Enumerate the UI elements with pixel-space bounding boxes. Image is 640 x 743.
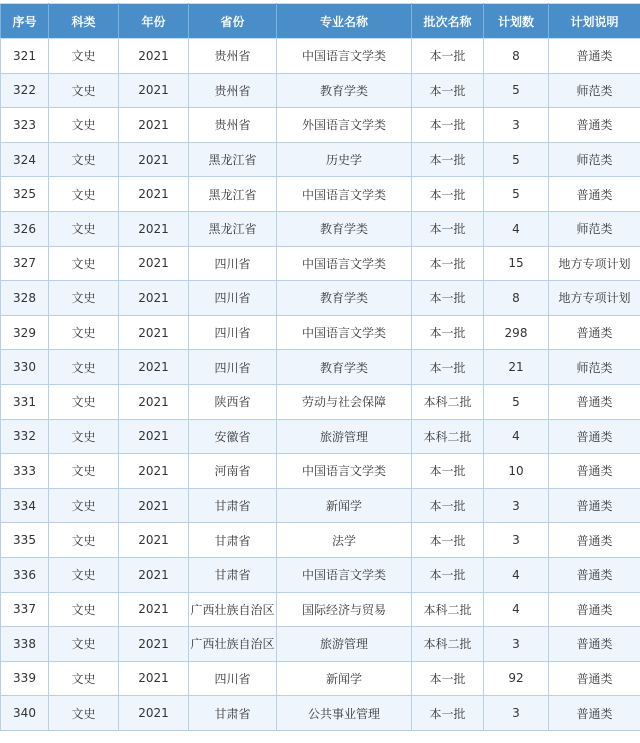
cell-major-name: 旅游管理 [277,419,412,454]
cell-province: 陕西省 [189,384,277,419]
table-row [1,488,640,523]
table-row [1,523,640,558]
cell-province: 河南省 [189,454,277,489]
cell-major-name: 旅游管理 [277,627,412,662]
cell-province: 四川省 [189,281,277,316]
cell-batch-name: 本一批 [412,281,484,316]
table-header [1,4,640,39]
cell-year: 2021 [119,246,189,281]
cell-seq-no: 338 [1,627,49,662]
cell-batch-name: 本一批 [412,696,484,731]
column-header-seq-no: 序号 [1,4,49,39]
cell-major-name: 中国语言文学类 [277,315,412,350]
column-header-subject-category: 科类 [49,4,119,39]
cell-subject-category: 文史 [49,108,119,143]
cell-plan-count: 298 [484,315,549,350]
cell-year: 2021 [119,39,189,74]
cell-seq-no: 340 [1,696,49,731]
cell-subject-category: 文史 [49,696,119,731]
cell-plan-count: 4 [484,419,549,454]
cell-subject-category: 文史 [49,557,119,592]
cell-subject-category: 文史 [49,73,119,108]
cell-plan-count: 8 [484,39,549,74]
page [0,3,640,743]
cell-plan-note: 普通类 [549,488,640,523]
cell-plan-note: 普通类 [549,454,640,489]
cell-major-name: 教育学类 [277,281,412,316]
cell-plan-count: 5 [484,177,549,212]
cell-plan-note: 普通类 [549,315,640,350]
cell-plan-note: 普通类 [549,557,640,592]
cell-plan-note: 师范类 [549,73,640,108]
cell-year: 2021 [119,419,189,454]
cell-plan-note: 普通类 [549,39,640,74]
cell-year: 2021 [119,281,189,316]
cell-subject-category: 文史 [49,419,119,454]
cell-year: 2021 [119,73,189,108]
table-row [1,419,640,454]
table-row [1,350,640,385]
cell-plan-count: 92 [484,661,549,696]
cell-major-name: 新闻学 [277,488,412,523]
column-header-batch-name: 批次名称 [412,4,484,39]
table-row [1,315,640,350]
cell-province: 安徽省 [189,419,277,454]
cell-subject-category: 文史 [49,39,119,74]
cell-seq-no: 334 [1,488,49,523]
cell-plan-note: 普通类 [549,661,640,696]
cell-province: 黑龙江省 [189,177,277,212]
cell-batch-name: 本一批 [412,350,484,385]
cell-batch-name: 本一批 [412,488,484,523]
cell-province: 黑龙江省 [189,211,277,246]
cell-province: 贵州省 [189,39,277,74]
cell-subject-category: 文史 [49,315,119,350]
cell-major-name: 公共事业管理 [277,696,412,731]
cell-subject-category: 文史 [49,523,119,558]
cell-batch-name: 本一批 [412,108,484,143]
cell-province: 黑龙江省 [189,142,277,177]
cell-seq-no: 339 [1,661,49,696]
table-row [1,177,640,212]
cell-seq-no: 333 [1,454,49,489]
cell-subject-category: 文史 [49,211,119,246]
cell-seq-no: 328 [1,281,49,316]
cell-major-name: 教育学类 [277,73,412,108]
table-row [1,454,640,489]
cell-plan-count: 3 [484,696,549,731]
table-row [1,142,640,177]
cell-year: 2021 [119,696,189,731]
cell-subject-category: 文史 [49,627,119,662]
cell-province: 甘肃省 [189,488,277,523]
cell-plan-count: 3 [484,488,549,523]
cell-batch-name: 本一批 [412,211,484,246]
cell-seq-no: 330 [1,350,49,385]
column-header-plan-note: 计划说明 [549,4,640,39]
cell-plan-count: 4 [484,211,549,246]
table-body [1,39,640,731]
cell-plan-count: 10 [484,454,549,489]
cell-plan-note: 普通类 [549,523,640,558]
cell-year: 2021 [119,488,189,523]
cell-plan-note: 师范类 [549,350,640,385]
cell-seq-no: 332 [1,419,49,454]
cell-seq-no: 323 [1,108,49,143]
cell-subject-category: 文史 [49,142,119,177]
cell-plan-count: 21 [484,350,549,385]
cell-major-name: 教育学类 [277,211,412,246]
cell-province: 甘肃省 [189,696,277,731]
cell-province: 广西壮族自治区 [189,592,277,627]
cell-major-name: 法学 [277,523,412,558]
cell-subject-category: 文史 [49,454,119,489]
table-row [1,661,640,696]
cell-year: 2021 [119,661,189,696]
cell-year: 2021 [119,142,189,177]
cell-batch-name: 本科二批 [412,627,484,662]
cell-subject-category: 文史 [49,177,119,212]
cell-batch-name: 本一批 [412,39,484,74]
cell-plan-count: 8 [484,281,549,316]
cell-seq-no: 335 [1,523,49,558]
cell-plan-count: 4 [484,557,549,592]
cell-subject-category: 文史 [49,661,119,696]
cell-plan-count: 3 [484,108,549,143]
cell-province: 甘肃省 [189,523,277,558]
cell-plan-note: 普通类 [549,592,640,627]
admission-plan-table [0,3,640,731]
cell-province: 广西壮族自治区 [189,627,277,662]
cell-batch-name: 本一批 [412,73,484,108]
cell-plan-note: 普通类 [549,177,640,212]
cell-seq-no: 326 [1,211,49,246]
table-row [1,39,640,74]
cell-major-name: 历史学 [277,142,412,177]
cell-major-name: 中国语言文学类 [277,454,412,489]
cell-batch-name: 本一批 [412,177,484,212]
cell-plan-note: 普通类 [549,627,640,662]
cell-seq-no: 321 [1,39,49,74]
cell-plan-note: 师范类 [549,211,640,246]
cell-seq-no: 336 [1,557,49,592]
cell-major-name: 中国语言文学类 [277,177,412,212]
cell-batch-name: 本一批 [412,557,484,592]
cell-year: 2021 [119,384,189,419]
cell-batch-name: 本一批 [412,523,484,558]
cell-year: 2021 [119,523,189,558]
cell-major-name: 中国语言文学类 [277,557,412,592]
cell-batch-name: 本一批 [412,315,484,350]
cell-major-name: 劳动与社会保障 [277,384,412,419]
cell-subject-category: 文史 [49,488,119,523]
table-row [1,211,640,246]
cell-subject-category: 文史 [49,350,119,385]
cell-province: 贵州省 [189,108,277,143]
column-header-year: 年份 [119,4,189,39]
column-header-plan-count: 计划数 [484,4,549,39]
cell-batch-name: 本科二批 [412,592,484,627]
cell-seq-no: 327 [1,246,49,281]
cell-plan-count: 5 [484,73,549,108]
cell-year: 2021 [119,454,189,489]
cell-major-name: 教育学类 [277,350,412,385]
cell-batch-name: 本科二批 [412,384,484,419]
cell-batch-name: 本科二批 [412,419,484,454]
cell-province: 四川省 [189,350,277,385]
cell-plan-count: 3 [484,523,549,558]
cell-plan-note: 地方专项计划 [549,281,640,316]
cell-batch-name: 本一批 [412,454,484,489]
cell-seq-no: 331 [1,384,49,419]
cell-major-name: 外国语言文学类 [277,108,412,143]
cell-seq-no: 322 [1,73,49,108]
cell-seq-no: 324 [1,142,49,177]
cell-seq-no: 337 [1,592,49,627]
table-row [1,592,640,627]
cell-plan-note: 普通类 [549,384,640,419]
cell-plan-count: 5 [484,142,549,177]
cell-province: 四川省 [189,661,277,696]
cell-province: 四川省 [189,315,277,350]
cell-subject-category: 文史 [49,246,119,281]
cell-batch-name: 本一批 [412,142,484,177]
table-row [1,627,640,662]
cell-year: 2021 [119,627,189,662]
cell-year: 2021 [119,211,189,246]
cell-year: 2021 [119,108,189,143]
table-row [1,696,640,731]
table-row [1,384,640,419]
cell-subject-category: 文史 [49,592,119,627]
cell-year: 2021 [119,557,189,592]
cell-plan-note: 师范类 [549,142,640,177]
table-row [1,108,640,143]
cell-year: 2021 [119,592,189,627]
cell-province: 四川省 [189,246,277,281]
cell-plan-note: 普通类 [549,696,640,731]
cell-plan-count: 4 [484,592,549,627]
cell-major-name: 中国语言文学类 [277,246,412,281]
cell-province: 贵州省 [189,73,277,108]
cell-subject-category: 文史 [49,384,119,419]
cell-major-name: 新闻学 [277,661,412,696]
cell-plan-count: 15 [484,246,549,281]
column-header-major-name: 专业名称 [277,4,412,39]
column-header-province: 省份 [189,4,277,39]
cell-subject-category: 文史 [49,281,119,316]
cell-year: 2021 [119,315,189,350]
table-row [1,246,640,281]
cell-seq-no: 325 [1,177,49,212]
cell-plan-count: 5 [484,384,549,419]
cell-batch-name: 本一批 [412,661,484,696]
cell-major-name: 中国语言文学类 [277,39,412,74]
cell-major-name: 国际经济与贸易 [277,592,412,627]
cell-province: 甘肃省 [189,557,277,592]
table-row [1,557,640,592]
table-row [1,73,640,108]
cell-plan-note: 地方专项计划 [549,246,640,281]
cell-plan-note: 普通类 [549,108,640,143]
cell-year: 2021 [119,350,189,385]
cell-plan-note: 普通类 [549,419,640,454]
header-row [1,4,640,39]
cell-year: 2021 [119,177,189,212]
table-row [1,281,640,316]
cell-batch-name: 本一批 [412,246,484,281]
cell-seq-no: 329 [1,315,49,350]
cell-plan-count: 3 [484,627,549,662]
